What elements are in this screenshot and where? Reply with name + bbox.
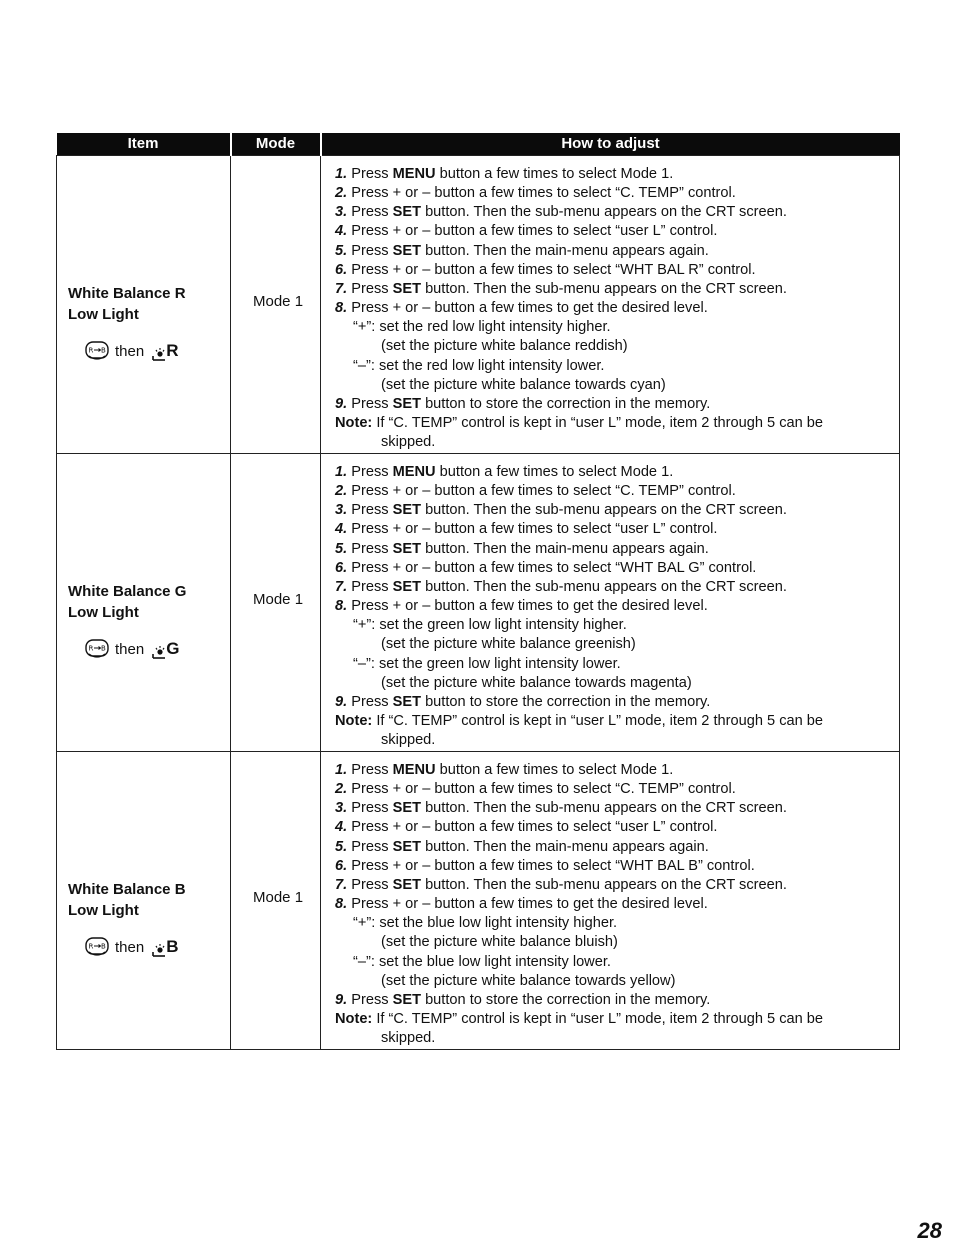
step-8-minus: “–”: set the red low light intensity lower. xyxy=(353,357,605,374)
header-mode: Mode xyxy=(231,133,321,156)
low-light-adjust-icon xyxy=(152,639,179,659)
item-cell xyxy=(57,156,231,454)
button-sequence xyxy=(85,341,186,361)
step-8-minus: “–”: set the blue low light intensity lower. xyxy=(353,953,611,970)
steps-list xyxy=(321,752,899,1048)
item-title-line2: Low Light xyxy=(68,902,139,919)
step-5: 5. Press SET button. Then the main-menu appears again. xyxy=(335,838,709,855)
table-row xyxy=(57,454,900,752)
step-1: 1. Press MENU button a few times to select Mode 1. xyxy=(335,166,674,182)
step-8-plus-note: (set the picture white balance reddish) xyxy=(381,338,628,355)
step-6: 6. Press + or – button a few times to select “WHT BAL R” control. xyxy=(335,261,756,278)
step-9: 9. Press SET button to store the correction in the memory. xyxy=(335,395,711,412)
step-6: 6. Press + or – button a few times to select “WHT BAL G” control. xyxy=(335,559,757,576)
how-to-adjust-cell xyxy=(321,454,900,752)
low-light-sun-icon xyxy=(152,943,166,957)
steps-list xyxy=(321,454,899,750)
page-number: 28 xyxy=(917,1218,942,1243)
rb-button-icon xyxy=(85,937,109,957)
svg-text:R: R xyxy=(88,644,94,653)
step-4: 4. Press + or – button a few times to select “user L” control. xyxy=(335,819,718,836)
step-4: 4. Press + or – button a few times to select “user L” control. xyxy=(335,223,718,240)
color-letter: G xyxy=(166,639,180,658)
mode-cell xyxy=(231,156,321,454)
button-sequence xyxy=(85,639,186,659)
step-8-plus-note: (set the picture white balance greenish) xyxy=(381,636,636,653)
step-9: 9. Press SET button to store the correction in the memory. xyxy=(335,693,711,710)
note-continuation: skipped. xyxy=(381,732,436,749)
step-8-minus: “–”: set the green low light intensity lower. xyxy=(353,655,621,672)
item-title-line2: Low Light xyxy=(68,306,139,323)
table-header-row xyxy=(57,133,900,156)
table-row xyxy=(57,156,900,454)
step-4: 4. Press + or – button a few times to select “user L” control. xyxy=(335,521,718,538)
item-title-line1: White Balance B xyxy=(68,881,186,898)
item-title-line2: Low Light xyxy=(68,604,139,621)
mode-value: Mode 1 xyxy=(253,293,304,310)
step-2: 2. Press + or – button a few times to select “C. TEMP” control. xyxy=(335,185,736,202)
step-5: 5. Press SET button. Then the main-menu appears again. xyxy=(335,242,709,259)
how-to-adjust-cell xyxy=(321,156,900,454)
color-letter: R xyxy=(166,341,179,360)
step-8: 8. Press + or – button a few times to get the desired level. xyxy=(335,896,708,913)
step-3: 3. Press SET button. Then the sub-menu appears on the CRT screen. xyxy=(335,800,787,817)
header-item: Item xyxy=(57,133,231,156)
step-8-minus-note: (set the picture white balance towards magenta) xyxy=(381,674,692,691)
then-label: then xyxy=(115,640,145,658)
step-7: 7. Press SET button. Then the sub-menu appears on the CRT screen. xyxy=(335,578,787,595)
step-8-plus: “+”: set the red low light intensity higher. xyxy=(353,319,611,336)
header-how-to-adjust: How to adjust xyxy=(321,133,900,156)
rb-button-icon xyxy=(85,639,109,659)
mode-value: Mode 1 xyxy=(253,591,304,608)
step-1: 1. Press MENU button a few times to select Mode 1. xyxy=(335,762,674,778)
low-light-adjust-icon xyxy=(152,341,178,361)
color-letter: B xyxy=(166,937,179,956)
step-8-plus: “+”: set the blue low light intensity higher. xyxy=(353,915,618,932)
mode-cell xyxy=(231,752,321,1050)
step-7: 7. Press SET button. Then the sub-menu appears on the CRT screen. xyxy=(335,876,787,893)
step-7: 7. Press SET button. Then the sub-menu appears on the CRT screen. xyxy=(335,280,787,297)
svg-text:R: R xyxy=(88,346,94,355)
mode-value: Mode 1 xyxy=(253,889,304,906)
steps-list xyxy=(321,156,899,452)
svg-text:B: B xyxy=(101,644,106,653)
step-8-plus-note: (set the picture white balance bluish) xyxy=(381,934,618,951)
then-label: then xyxy=(115,938,145,956)
step-3: 3. Press SET button. Then the sub-menu appears on the CRT screen. xyxy=(335,204,787,221)
low-light-sun-icon xyxy=(152,347,166,361)
step-8-minus-note: (set the picture white balance towards cyan) xyxy=(381,376,666,393)
note-continuation: skipped. xyxy=(381,1030,436,1047)
table-row xyxy=(57,752,900,1050)
step-8: 8. Press + or – button a few times to get the desired level. xyxy=(335,300,708,317)
step-8-plus: “+”: set the green low light intensity higher. xyxy=(353,617,627,634)
svg-text:R: R xyxy=(88,942,94,951)
button-sequence xyxy=(85,937,186,957)
item-cell xyxy=(57,752,231,1050)
step-1: 1. Press MENU button a few times to select Mode 1. xyxy=(335,464,674,480)
item-cell xyxy=(57,454,231,752)
note: Note: If “C. TEMP” control is kept in “user L” mode, item 2 through 5 can be xyxy=(335,1011,824,1028)
svg-text:B: B xyxy=(101,942,106,951)
how-to-adjust-cell xyxy=(321,752,900,1050)
step-8-minus-note: (set the picture white balance towards yellow) xyxy=(381,972,676,989)
note: Note: If “C. TEMP” control is kept in “user L” mode, item 2 through 5 can be xyxy=(335,415,824,432)
then-label: then xyxy=(115,342,145,360)
item-title-line1: White Balance G xyxy=(68,583,187,600)
note: Note: If “C. TEMP” control is kept in “user L” mode, item 2 through 5 can be xyxy=(335,713,824,730)
step-3: 3. Press SET button. Then the sub-menu appears on the CRT screen. xyxy=(335,502,787,519)
step-2: 2. Press + or – button a few times to select “C. TEMP” control. xyxy=(335,483,736,500)
step-2: 2. Press + or – button a few times to select “C. TEMP” control. xyxy=(335,781,736,798)
mode-cell xyxy=(231,454,321,752)
rb-button-icon xyxy=(85,341,109,361)
step-6: 6. Press + or – button a few times to select “WHT BAL B” control. xyxy=(335,857,755,874)
item-title-line1: White Balance R xyxy=(68,285,186,302)
low-light-adjust-icon xyxy=(152,937,178,957)
low-light-sun-icon xyxy=(152,645,166,659)
step-5: 5. Press SET button. Then the main-menu appears again. xyxy=(335,540,709,557)
adjustment-table xyxy=(56,133,900,1050)
svg-text:B: B xyxy=(101,346,106,355)
step-8: 8. Press + or – button a few times to get the desired level. xyxy=(335,598,708,615)
step-9: 9. Press SET button to store the correction in the memory. xyxy=(335,991,711,1008)
note-continuation: skipped. xyxy=(381,434,436,451)
